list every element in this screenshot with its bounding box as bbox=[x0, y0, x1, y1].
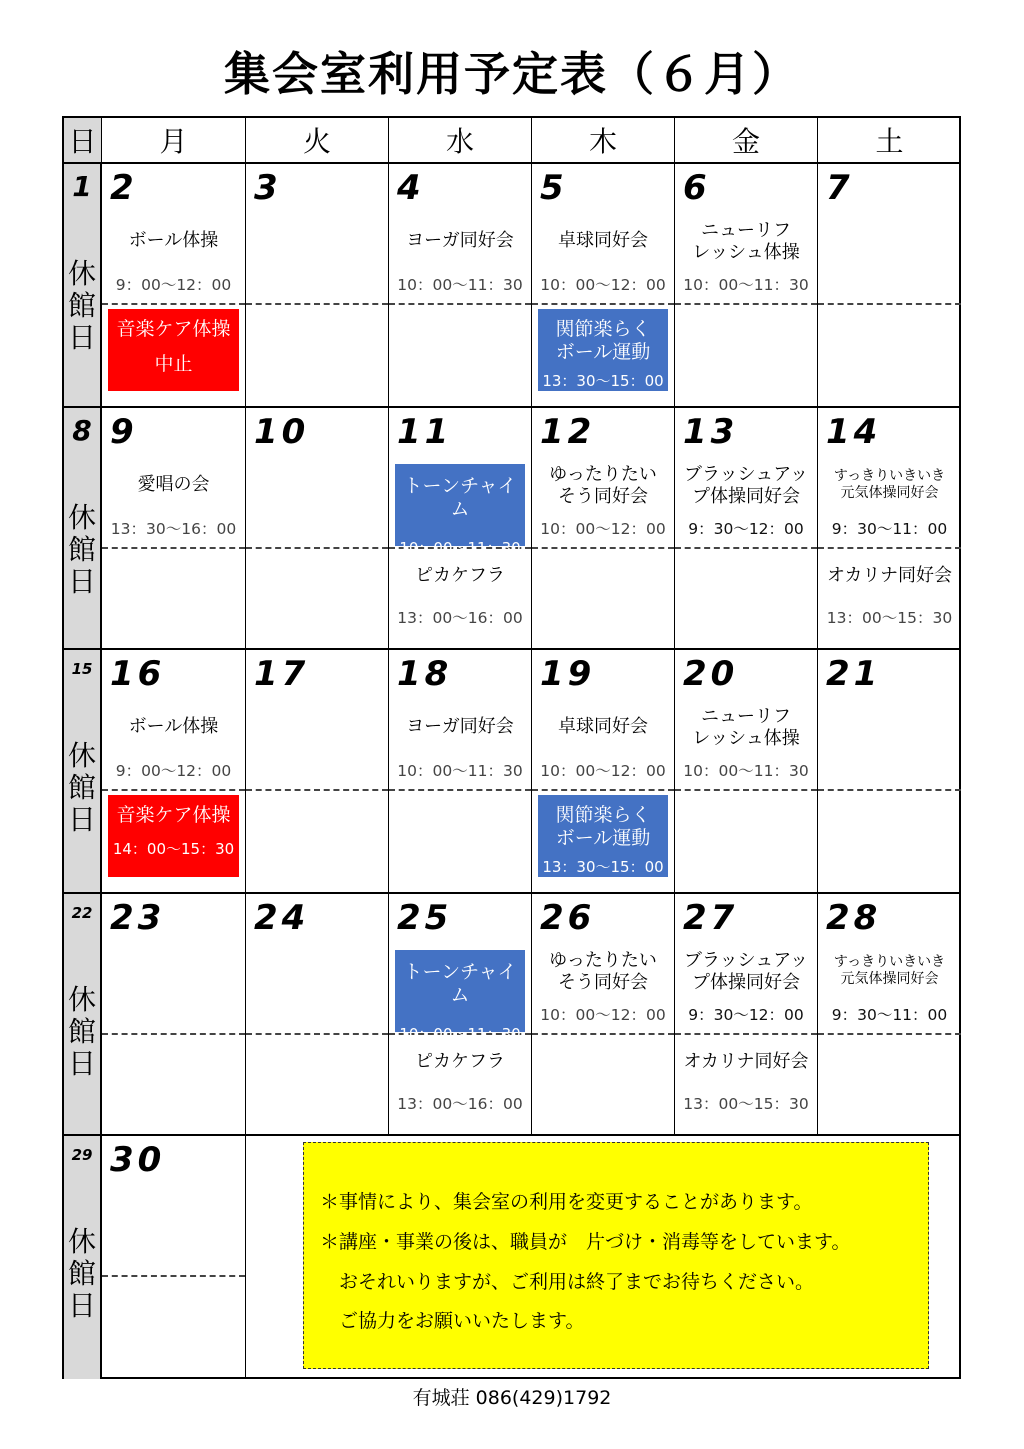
day-cell bbox=[246, 408, 389, 650]
event-name: 愛唱の会 bbox=[137, 474, 210, 495]
closed-label: 休 館 日 bbox=[67, 739, 96, 836]
footer-contact: 有城荘 086(429)1792 bbox=[412, 1387, 612, 1409]
date-number: 6 bbox=[683, 168, 711, 208]
day-cell bbox=[675, 408, 818, 650]
header-4: 木 bbox=[532, 118, 675, 164]
event-time: 13：00～15：30 bbox=[683, 1095, 809, 1113]
sunday-cell bbox=[64, 408, 102, 650]
day-cell bbox=[818, 650, 961, 894]
day-cell bbox=[389, 894, 532, 1136]
divider-line bbox=[675, 547, 817, 549]
day-cell bbox=[532, 164, 675, 408]
event-time: 9：30～12：00 bbox=[688, 1006, 804, 1024]
day-cell bbox=[102, 894, 246, 1136]
event-time: 13：00～16：00 bbox=[397, 1095, 523, 1113]
event-name-cont: レッシュ体操 bbox=[692, 728, 800, 749]
event-time: 10：00～12：00 bbox=[540, 276, 666, 294]
header-5: 金 bbox=[675, 118, 818, 164]
event-name: トーンチャイム bbox=[403, 961, 517, 1006]
event-name: すっきりいきいき bbox=[833, 954, 946, 970]
divider-line bbox=[102, 1033, 245, 1035]
date-number: 5 bbox=[540, 168, 568, 208]
divider-line bbox=[532, 303, 674, 305]
event-name: オカリナ同好会 bbox=[826, 565, 953, 586]
event-name-cont: そう同好会 bbox=[558, 972, 648, 993]
event-time: 10：00～11：30 bbox=[683, 276, 809, 294]
divider-line bbox=[675, 789, 817, 791]
event-name: ブラッシュアッ bbox=[683, 950, 809, 971]
event-status: 中止 bbox=[154, 353, 193, 375]
event-name-cont: レッシュ体操 bbox=[692, 242, 800, 263]
event-name: ニューリフ bbox=[701, 706, 791, 727]
day-cell bbox=[102, 164, 246, 408]
closed-label: 休 館 日 bbox=[67, 1225, 96, 1322]
day-cell bbox=[389, 650, 532, 894]
date-number: 27 bbox=[683, 898, 739, 938]
event-box bbox=[395, 950, 525, 1043]
event-time: 10：00～12：00 bbox=[540, 520, 666, 538]
event-name: ボール体操 bbox=[128, 716, 219, 737]
date-number: 20 bbox=[683, 654, 739, 694]
event-name-cont: プ体操同好会 bbox=[692, 972, 800, 993]
event-time: 10：00～11：30 bbox=[683, 762, 809, 780]
event-time: 13：30～16：00 bbox=[110, 520, 237, 538]
day-cell bbox=[532, 650, 675, 894]
divider-line bbox=[246, 303, 388, 305]
notice-box bbox=[303, 1142, 929, 1369]
day-cell bbox=[102, 1136, 246, 1379]
event-name: ピカケフラ bbox=[415, 1051, 505, 1072]
day-cell bbox=[818, 894, 961, 1136]
sunday-cell bbox=[64, 164, 102, 408]
divider-line bbox=[532, 547, 674, 549]
divider-line bbox=[246, 789, 388, 791]
event-name: 卓球同好会 bbox=[558, 230, 648, 251]
event-name: ヨーガ同好会 bbox=[406, 716, 514, 737]
event-name: 音楽ケア体操 bbox=[116, 318, 231, 340]
date-number: 14 bbox=[826, 412, 882, 452]
divider-line bbox=[532, 1033, 674, 1035]
divider-line bbox=[389, 789, 531, 791]
sunday-date: 1 bbox=[72, 170, 92, 203]
date-number: 17 bbox=[254, 654, 310, 694]
date-number: 26 bbox=[540, 898, 596, 938]
date-number: 28 bbox=[826, 898, 882, 938]
divider-line bbox=[102, 547, 245, 549]
event-name: 関節楽らく bbox=[555, 318, 651, 340]
notice-line: ご協力をお願いいたします。 bbox=[320, 1310, 585, 1332]
day-cell bbox=[675, 164, 818, 408]
date-number: 21 bbox=[826, 654, 882, 694]
event-name: トーンチャイム bbox=[403, 475, 517, 520]
event-name-cont: 元気体操同好会 bbox=[840, 485, 939, 501]
event-box bbox=[108, 309, 239, 391]
closed-label: 休 館 日 bbox=[67, 257, 96, 354]
day-cell bbox=[818, 408, 961, 650]
event-time: 10：00～12：00 bbox=[540, 1006, 666, 1024]
event-box bbox=[538, 795, 668, 877]
header-3: 水 bbox=[389, 118, 532, 164]
event-name: ボール体操 bbox=[128, 230, 219, 251]
event-box bbox=[538, 309, 668, 391]
event-name: ブラッシュアッ bbox=[683, 464, 809, 485]
event-time: 10：00～11：30 bbox=[397, 276, 523, 294]
date-number: 19 bbox=[540, 654, 596, 694]
divider-line bbox=[675, 1033, 817, 1035]
divider-line bbox=[246, 547, 388, 549]
event-time: 13：00～15：30 bbox=[826, 609, 953, 627]
event-status: 14：00～15：30 bbox=[112, 840, 235, 858]
event-name-cont: プ体操同好会 bbox=[692, 486, 800, 507]
divider-line bbox=[389, 303, 531, 305]
date-number: 13 bbox=[683, 412, 739, 452]
day-cell bbox=[675, 894, 818, 1136]
divider-line bbox=[818, 1033, 961, 1035]
event-time: 9：00～12：00 bbox=[115, 762, 232, 780]
sunday-date: 29 bbox=[71, 1146, 93, 1164]
event-time: 10：00～11：30 bbox=[397, 762, 523, 780]
header-2: 火 bbox=[246, 118, 389, 164]
event-name-cont: そう同好会 bbox=[558, 486, 648, 507]
event-name: ピカケフラ bbox=[415, 565, 505, 586]
date-number: 4 bbox=[397, 168, 425, 208]
date-number: 7 bbox=[826, 168, 854, 208]
date-number: 23 bbox=[110, 898, 166, 938]
sunday-cell bbox=[64, 894, 102, 1136]
notice-line: ＊事情により、集会室の利用を変更することがあります。 bbox=[320, 1191, 813, 1213]
date-number: 10 bbox=[254, 412, 310, 452]
date-number: 25 bbox=[397, 898, 453, 938]
divider-line bbox=[246, 1033, 388, 1035]
event-name: 音楽ケア体操 bbox=[116, 804, 231, 826]
divider-line bbox=[102, 1275, 245, 1277]
day-cell bbox=[389, 164, 532, 408]
notice-line: おそれいりますが、ご利用は終了までお待ちください。 bbox=[320, 1271, 815, 1293]
event-time: 9：30～11：00 bbox=[831, 520, 948, 538]
divider-line bbox=[818, 303, 961, 305]
event-time: 10：00～11：30 bbox=[399, 1025, 521, 1043]
day-cell bbox=[246, 894, 389, 1136]
event-time: 9：00～12：00 bbox=[115, 276, 232, 294]
event-box bbox=[108, 795, 239, 877]
sunday-date: 22 bbox=[71, 904, 93, 922]
header-1: 月 bbox=[102, 118, 246, 164]
event-name: 卓球同好会 bbox=[558, 716, 648, 737]
event-name-cont: ボール運動 bbox=[555, 827, 651, 849]
page-title: 集会室利用予定表（６月） bbox=[224, 47, 800, 101]
sunday-date: 15 bbox=[71, 660, 93, 678]
header-6: 土 bbox=[818, 118, 961, 164]
event-time: 9：30～12：00 bbox=[688, 520, 804, 538]
date-number: 24 bbox=[254, 898, 310, 938]
date-number: 16 bbox=[110, 654, 166, 694]
day-cell bbox=[818, 164, 961, 408]
divider-line bbox=[818, 789, 961, 791]
divider-line bbox=[532, 789, 674, 791]
sunday-date: 8 bbox=[72, 414, 92, 447]
event-name: ゆったりたい bbox=[549, 464, 657, 485]
date-number: 3 bbox=[254, 168, 282, 208]
event-name: ヨーガ同好会 bbox=[406, 230, 514, 251]
divider-line bbox=[818, 547, 961, 549]
event-time: 9：30～11：00 bbox=[831, 1006, 948, 1024]
event-name: 関節楽らく bbox=[555, 804, 651, 826]
closed-label: 休 館 日 bbox=[67, 501, 96, 598]
event-name: ニューリフ bbox=[701, 220, 791, 241]
event-time: 13：30～15：00 bbox=[542, 858, 664, 876]
day-cell bbox=[675, 650, 818, 894]
event-box bbox=[395, 464, 525, 557]
event-time: 13：30～15：00 bbox=[542, 372, 664, 390]
divider-line bbox=[675, 303, 817, 305]
day-cell bbox=[532, 894, 675, 1136]
sunday-cell bbox=[64, 650, 102, 894]
date-number: 12 bbox=[540, 412, 596, 452]
sunday-cell bbox=[64, 1136, 102, 1379]
day-cell bbox=[102, 408, 246, 650]
day-cell bbox=[532, 408, 675, 650]
event-time: 10：00～12：00 bbox=[540, 762, 666, 780]
event-name-cont: 元気体操同好会 bbox=[840, 971, 939, 987]
divider-line bbox=[102, 303, 245, 305]
day-cell bbox=[246, 650, 389, 894]
date-number: 30 bbox=[110, 1140, 166, 1180]
day-cell bbox=[102, 650, 246, 894]
date-number: 11 bbox=[397, 412, 453, 452]
day-cell bbox=[246, 164, 389, 408]
event-time: 10：00～11：30 bbox=[399, 539, 521, 557]
date-number: 2 bbox=[110, 168, 138, 208]
event-time: 13：00～16：00 bbox=[397, 609, 523, 627]
day-cell bbox=[389, 408, 532, 650]
date-number: 18 bbox=[397, 654, 453, 694]
event-name-cont: ボール運動 bbox=[555, 341, 651, 363]
notice-line: ＊講座・事業の後は、職員が 片づけ・消毒等をしています。 bbox=[320, 1231, 851, 1253]
event-name: すっきりいきいき bbox=[833, 468, 946, 484]
closed-label: 休 館 日 bbox=[67, 983, 96, 1080]
date-number: 9 bbox=[110, 412, 138, 452]
event-name: ゆったりたい bbox=[549, 950, 657, 971]
event-name: オカリナ同好会 bbox=[683, 1051, 809, 1072]
divider-line bbox=[102, 789, 245, 791]
header-0: 日 bbox=[64, 118, 102, 164]
